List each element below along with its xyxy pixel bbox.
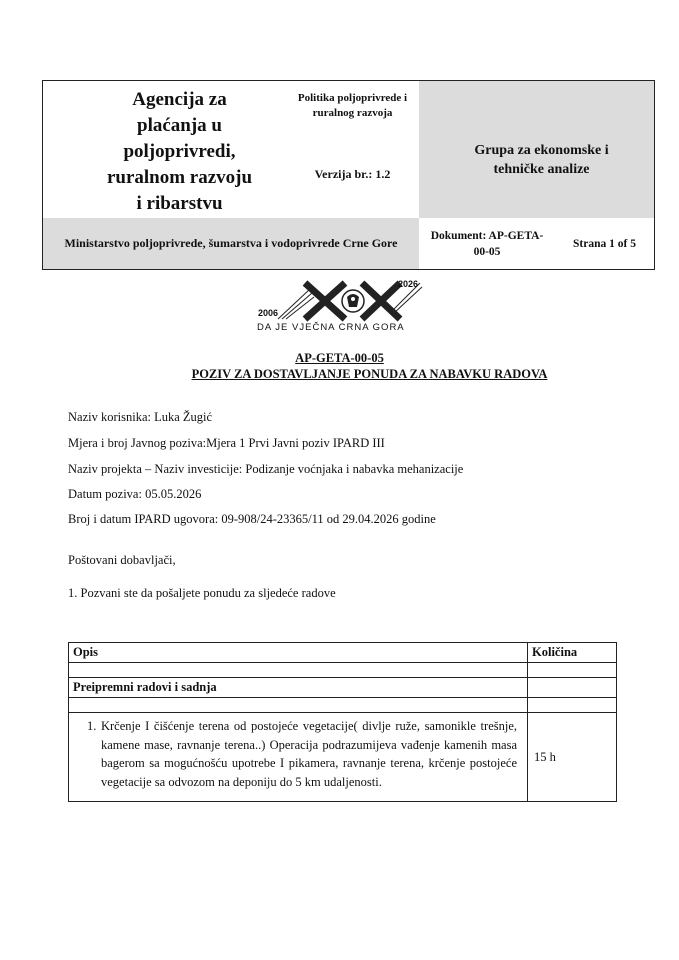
crest-logo-icon: [250, 275, 450, 323]
table-row: [69, 713, 616, 801]
works-table: [68, 642, 617, 802]
logo-year-end: 2026: [398, 279, 419, 289]
section-row: [69, 678, 616, 698]
item-description: 1. Krčenje I čišćenje terena od postojeće vegetacije( divlje ruže, samonikle trešnje, kamene mase, ravnanje terena..) Operacija podrazumijeva vađenje kamenih masa bagerom sa mogućnošću upotrebe I pikamera, ravnanje terena, krčenje postojeće vegetacije sa odvozom na deponiju do 5 km udaljenosti.: [69, 713, 528, 801]
spacer-row: [69, 698, 616, 713]
ministry-label: Ministarstvo poljoprivrede, šumarstva i vodoprivrede Crne Gore: [43, 218, 419, 269]
info-contract: Broj i datum IPARD ugovora: 09-908/24-23365/11 od 29.04.2026 godine: [68, 512, 436, 526]
section-title: Preipremni radovi i sadnja: [69, 678, 528, 697]
document-code: Dokument: AP-GETA-00-05: [430, 229, 544, 258]
document-title: POZIV ZA DOSTAVLJANJE PONUDA ZA NABAVKU RADOVA: [191, 367, 548, 381]
item-quantity: 15 h: [534, 749, 556, 764]
version-label: Verzija br.: 1.2: [314, 167, 391, 181]
policy-label: Politika poljoprivrede i ruralnog razvoja: [297, 92, 408, 119]
document-code-title: AP-GETA-00-05: [295, 351, 384, 365]
info-beneficiary: Naziv korisnika: Luka Žugić: [68, 410, 213, 424]
anniversary-logo: [250, 275, 450, 335]
table-header-row: [69, 643, 616, 663]
agency-name: Agencija za plaćanja u poljoprivredi, ruralnom razvoju i ribarstvu: [106, 88, 253, 214]
info-date: Datum poziva: 05.05.2026: [68, 487, 202, 501]
group-label: Grupa za ekonomske i tehničke analize: [419, 81, 654, 218]
column-header-description: Opis: [69, 643, 528, 662]
column-header-quantity: Količina: [532, 645, 578, 659]
spacer-row: [69, 663, 616, 678]
intro-item: 1. Pozvani ste da pošaljete ponudu za sljedeće radove: [68, 586, 336, 600]
logo-tagline: DA JE VJEČNA CRNA GORA: [257, 322, 405, 333]
document-header-table: [42, 80, 655, 270]
info-measure: Mjera i broj Javnog poziva:Mjera 1 Prvi Javni poziv IPARD III: [68, 436, 385, 450]
logo-year-start: 2006: [258, 308, 279, 318]
info-project: Naziv projekta – Naziv investicije: Podizanje voćnjaka i nabavka mehanizacije: [68, 462, 464, 476]
greeting: Poštovani dobavljači,: [68, 553, 176, 567]
page-indicator: Strana 1 of 5: [573, 237, 636, 250]
